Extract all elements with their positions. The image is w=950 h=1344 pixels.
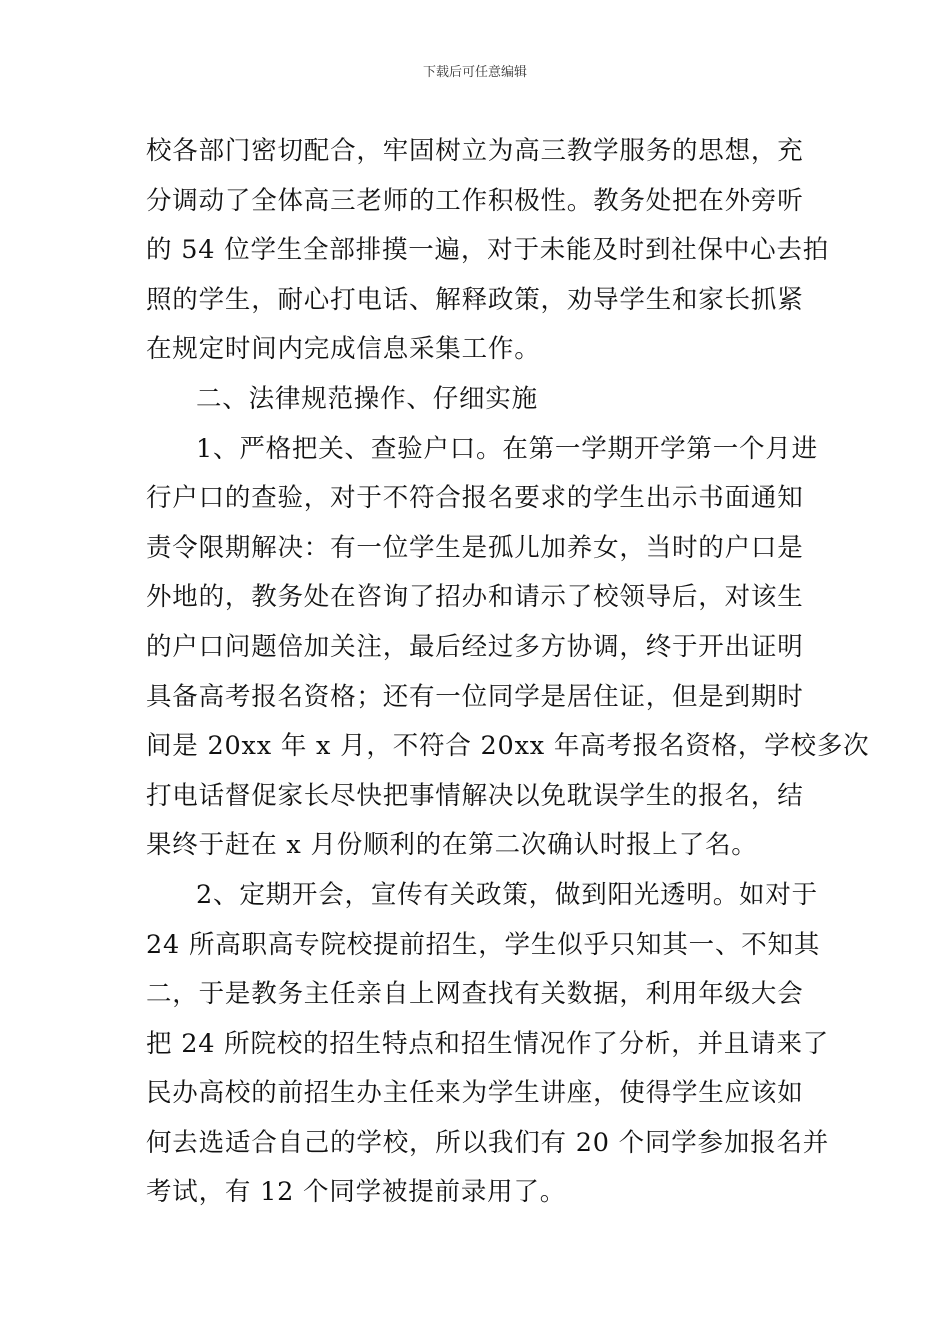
body-line: 打电话督促家长尽快把事情解决以免耽误学生的报名，结 [146,780,804,811]
body-line: 校各部门密切配合，牢固树立为高三教学服务的思想，充 [146,136,804,166]
body-line: 果终于赶在 x 月份顺利的在第二次确认时报上了名。 [146,830,758,861]
paragraph-first-line: 1、严格把关、查验户口。在第一学期开学第一个月进 [196,433,818,464]
body-line: 把 24 所院校的招生特点和招生情况作了分析，并且请来了 [146,1028,830,1059]
body-line: 何去选适合自己的学校，所以我们有 20 个同学参加报名并 [146,1127,830,1158]
body-line: 24 所高职高专院校提前招生，学生似乎只知其一、不知其 [146,929,821,960]
body-line: 考试，有 12 个同学被提前录用了。 [146,1177,567,1208]
body-line: 在规定时间内完成信息采集工作。 [146,334,541,365]
body-line: 民办高校的前招生办主任来为学生讲座，使得学生应该如 [146,1078,804,1109]
body-line: 间是 20xx 年 x 月，不符合 20xx 年高考报名资格，学校多次 [146,731,870,762]
section-heading: 二、法律规范操作、仔细实施 [196,383,538,414]
document-body [146,127,870,1218]
body-line: 二，于是教务主任亲自上网查找有关数据，利用年级大会 [146,979,804,1010]
body-line: 照的学生，耐心打电话、解释政策，劝导学生和家长抓紧 [146,284,804,315]
body-line: 的户口问题倍加关注，最后经过多方协调，终于开出证明 [146,631,804,662]
paragraph-first-line: 2、定期开会，宣传有关政策，做到阳光透明。如对于 [196,879,818,910]
body-line: 分调动了全体高三老师的工作积极性。教务处把在外旁听 [146,185,804,216]
body-line: 外地的，教务处在咨询了招办和请示了校领导后，对该生 [146,582,804,613]
body-line: 责令限期解决：有一位学生是孤儿加养女，当时的户口是 [146,532,804,563]
body-line: 具备高考报名资格；还有一位同学是居住证，但是到期时 [146,681,804,712]
body-line: 行户口的查验，对于不符合报名要求的学生出示书面通知 [146,483,804,514]
body-line: 的 54 位学生全部排摸一遍，对于未能及时到社保中心去拍 [146,235,830,266]
page-header: 下载后可任意编辑 [422,65,527,80]
